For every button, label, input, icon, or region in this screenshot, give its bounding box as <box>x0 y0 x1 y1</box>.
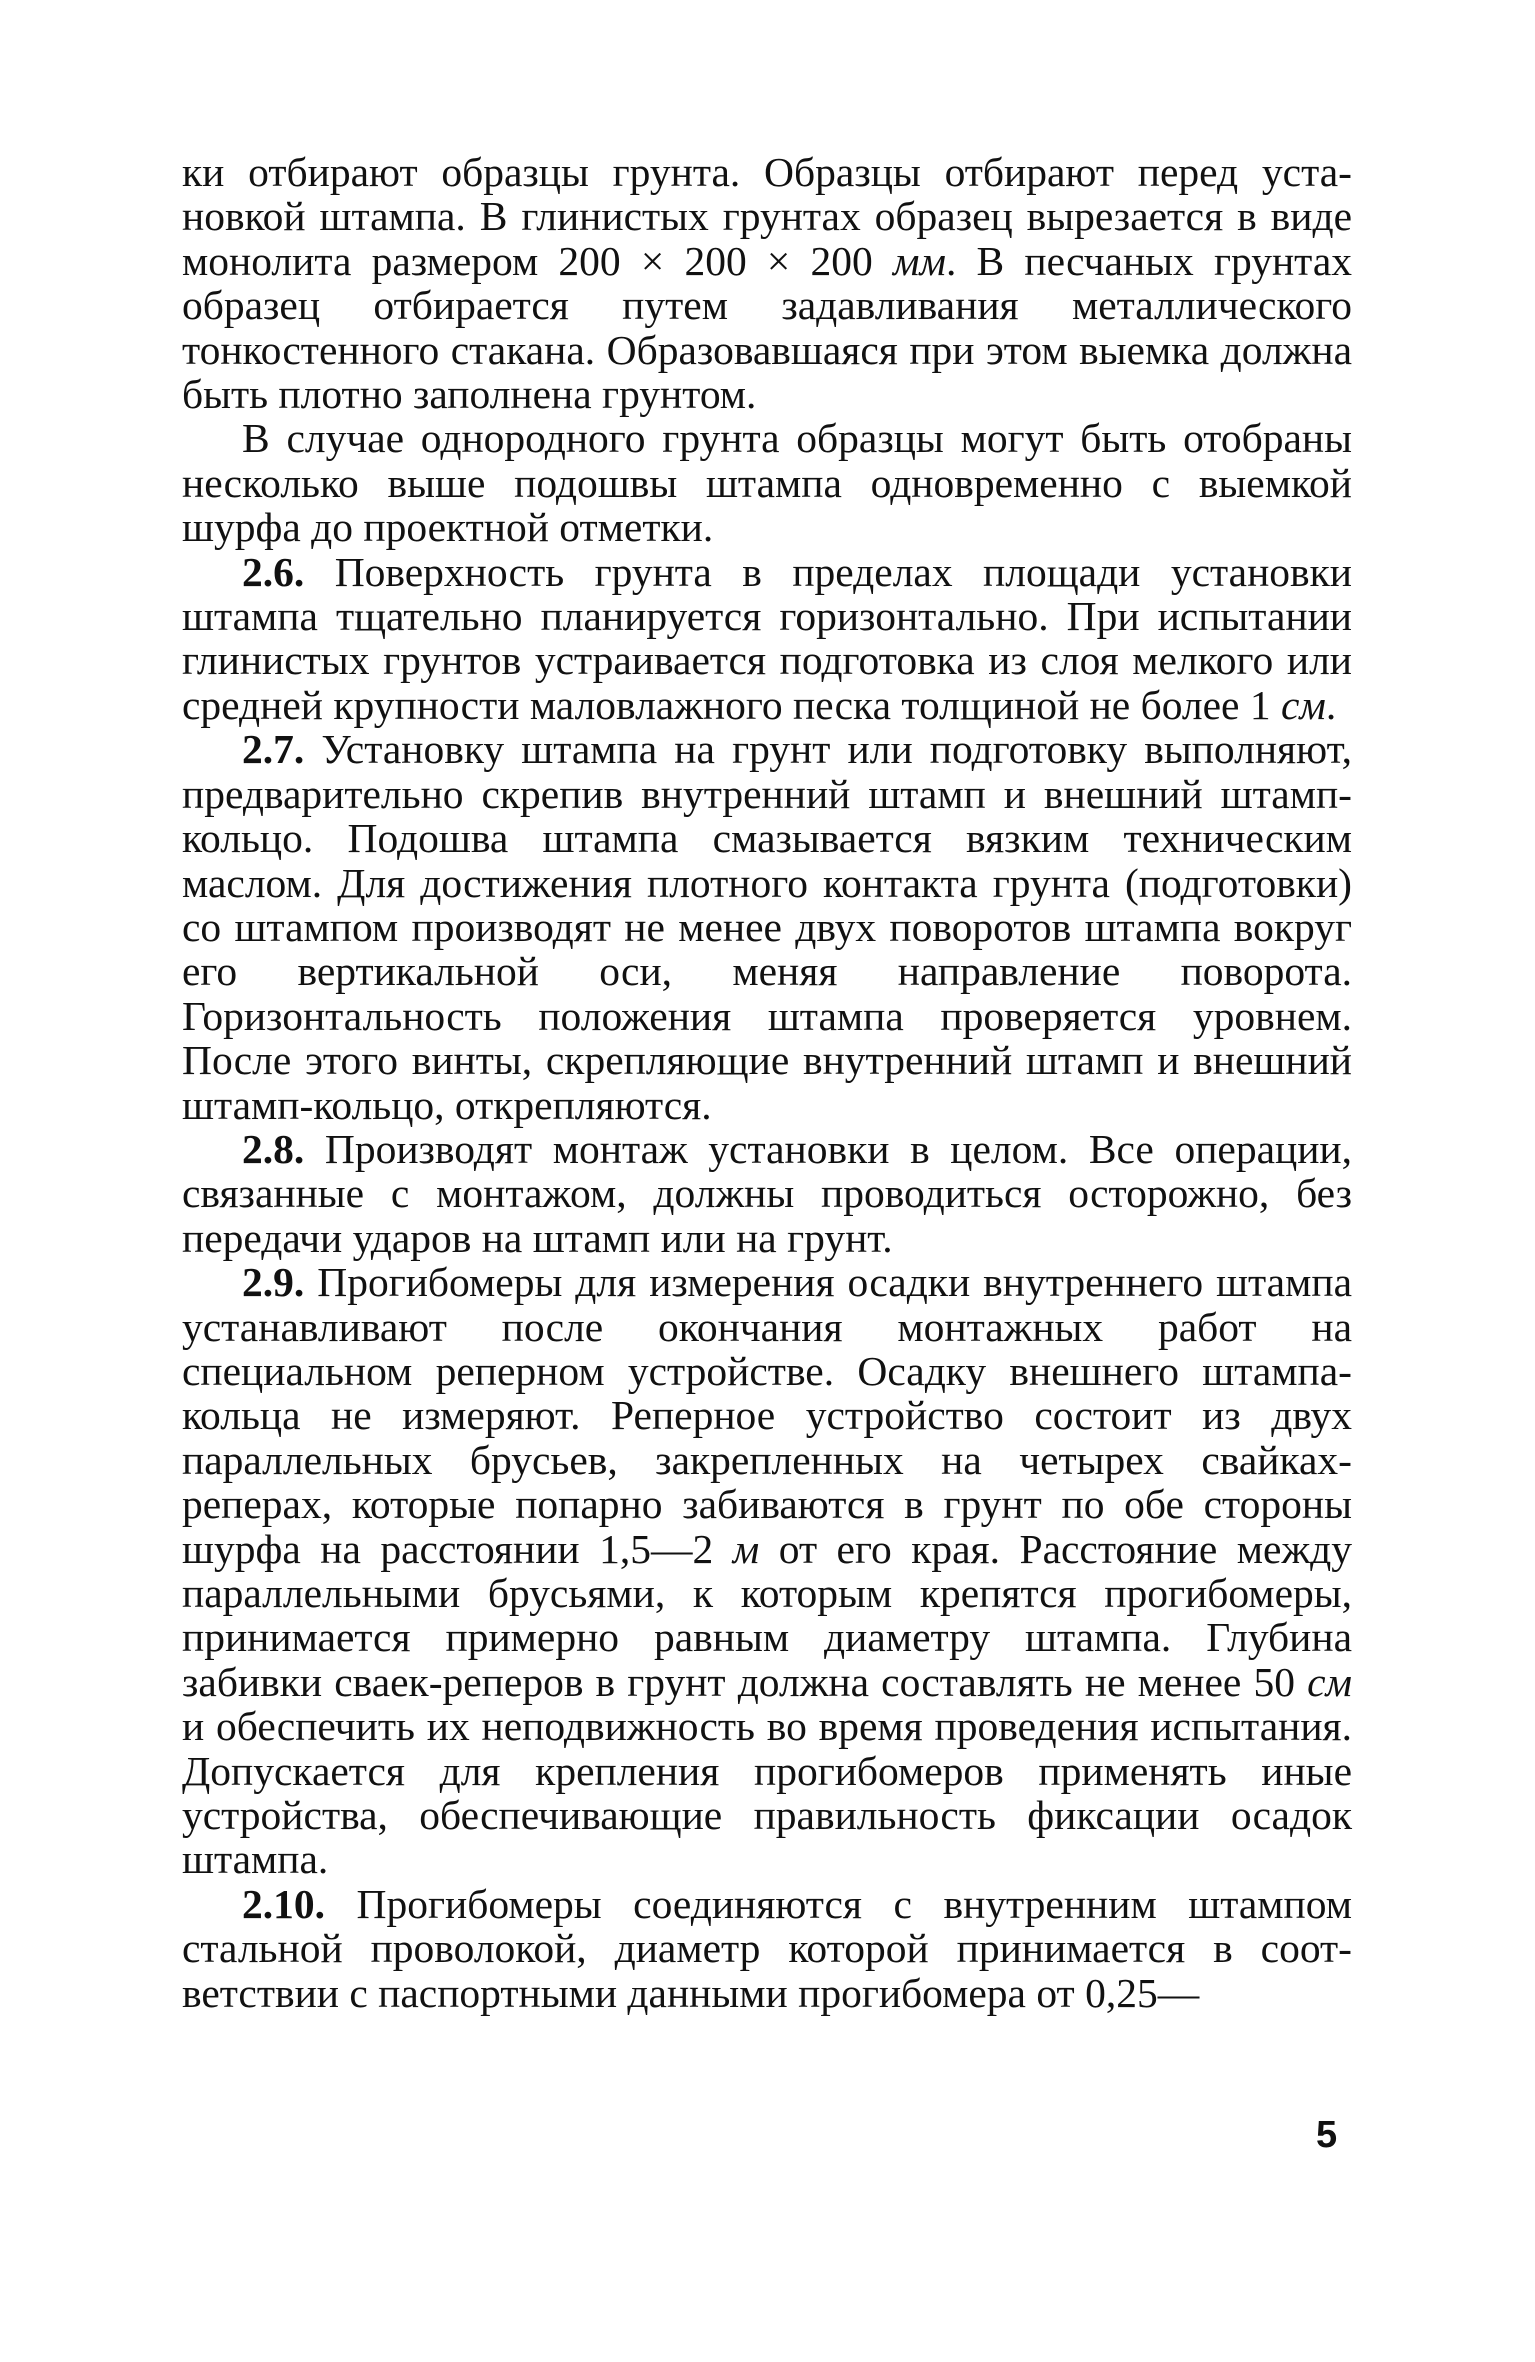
unit-text: м <box>732 1525 760 1572</box>
paragraph-text: . <box>1325 681 1337 728</box>
paragraph-text: В случае однородного грунта образцы могут быть отобраны несколько выше подошвы штампа одновременно с выемкой шурфа до проектной отметки. <box>182 415 1352 551</box>
paragraph-text: Поверхность грунта в пределах площади установки штампа тщательно планируется горизонтально. При испытании глинистых грунтов устраивается подготовка из слоя мелкого или средней крупности маловлажного песка толщиной не более 1 <box>182 548 1352 728</box>
paragraph-p3 <box>182 550 1352 728</box>
section-number: 2.10. <box>242 1880 325 1927</box>
section-number: 2.8. <box>242 1125 305 1172</box>
paragraph-p1 <box>182 150 1352 416</box>
paragraph-text: Прогибомеры соединяются с внутренним штампом стальной проволокой, диаметр которой принимается в соответствии с паспортными данными прогибомера от 0,25— <box>182 1880 1352 2016</box>
paragraph-text: от его края. Расстояние между параллельными брусьями, к которым крепятся прогибомеры, принимается примерно равным диаметру штампа. Глубина забивки сваек-реперов в грунт должна составлять не менее 50 <box>182 1525 1353 1705</box>
paragraph-text: . В песчаных грунтах образец отбирается путем задавливания металлического тонкостенного стакана. Образовавшаяся при этом выемка должна быть плотно заполнена грунтом. <box>182 237 1352 418</box>
unit-text: см <box>1280 681 1326 728</box>
paragraph-text: Установку штампа на грунт или подготовку выполняют, предварительно скрепив внутренний штамп и внешний штамп-кольцо. Подошва штампа смазывается вязким техническим маслом. Для достижения плотного контакта грунта (подготовки) со штампом производят не менее двух поворотов штампа вокруг его вертикальной оси, меняя направление поворота. Горизонтальность положения штампа проверяется уровнем. После этого винты, скрепляющие внутренний штамп и внешний штамп-кольцо, открепляются. <box>182 726 1352 1128</box>
section-number: 2.9. <box>242 1259 305 1306</box>
page-number: 5 <box>1316 2114 1338 2156</box>
unit-text: мм <box>892 237 946 284</box>
paragraph-p6 <box>182 1260 1352 1882</box>
paragraph-text: и обеспечить их неподвижность во время проведения испытания. Допускается для крепления прогибомеров применять иные устройства, обеспечивающие правильность фиксации осадок штампа. <box>182 1703 1352 1883</box>
page-body <box>182 150 1352 2015</box>
section-number: 2.7. <box>242 726 305 773</box>
unit-text: см <box>1307 1658 1352 1705</box>
paragraph-text: Прогибомеры для измерения осадки внутреннего штампа устанавливают после окончания монтажных работ на специальном реперном устройстве. Осадку внешнего штампа-кольца не измеряют. Реперное устройство состоит из двух параллельных брусьев, закрепленных на четырех свайках-реперах, которые попарно забиваются в грунт по обе стороны шурфа на расстоянии 1,5—2 <box>182 1259 1352 1572</box>
paragraph-text: Производят монтаж установки в целом. Все операции, связанные с монтажом, должны проводиться осторожно, без передачи ударов на штамп или на грунт. <box>182 1125 1352 1261</box>
paragraph-p2 <box>182 416 1352 549</box>
paragraph-p7 <box>182 1882 1352 2015</box>
section-number: 2.6. <box>242 548 305 595</box>
paragraph-p4 <box>182 727 1352 1127</box>
paragraph-p5 <box>182 1127 1352 1260</box>
paragraph-text: ки отбирают образцы грунта. Образцы отбирают перед установкой штампа. В глинистых грунтах образец вырезается в виде монолита размером 200 × 200 × 200 <box>182 149 1352 284</box>
